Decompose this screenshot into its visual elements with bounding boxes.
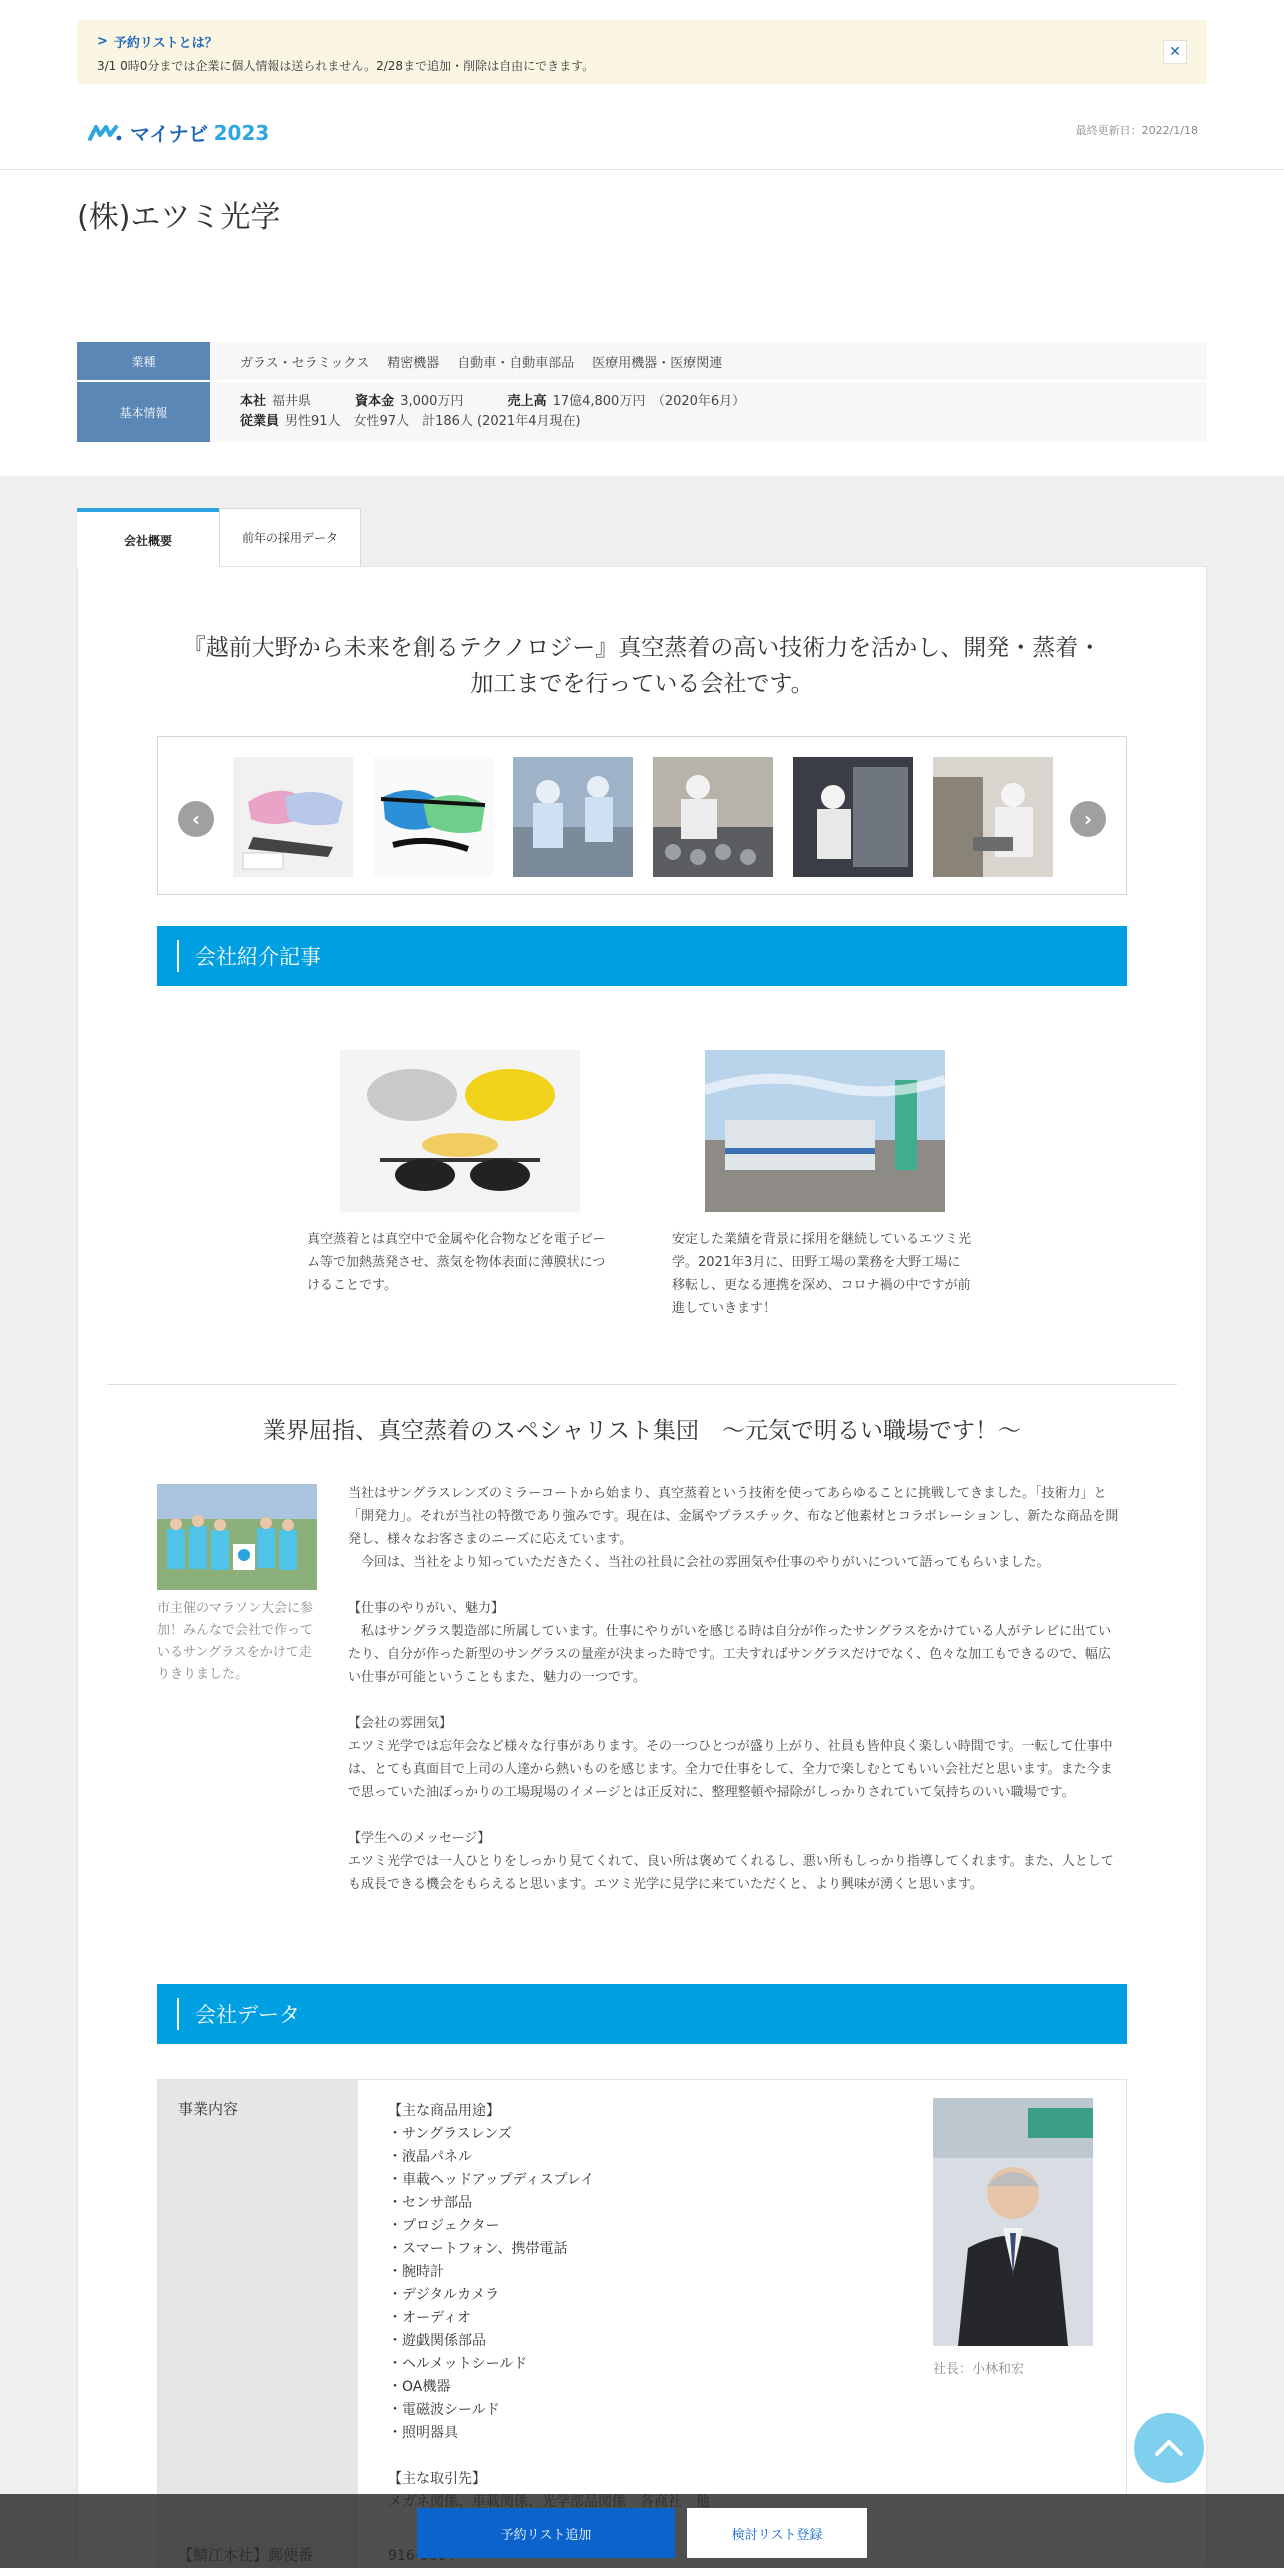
bottom-action-bar [0,2494,1284,2568]
business-line: ・腕時計 [388,2264,444,2280]
sales-label: 売上高 [507,394,547,409]
capital-value: 3,000万円 [400,394,464,409]
photo-carousel [157,736,1127,895]
business-line: ・スマートフォン、携帯電話 [388,2241,568,2257]
articles-heading: 会社紹介記事 [157,926,1127,986]
article-image[interactable] [340,1050,580,1212]
reserve-list-notice [77,20,1207,84]
marathon-caption: 市主催のマラソン大会に参加！みんなで会社で作っているサングラスをかけて走りきりました。 [157,1601,314,1682]
carousel-thumbs [233,757,1053,877]
business-line [388,2445,710,2468]
scroll-top-button[interactable] [1134,2413,1204,2483]
chevron-right-icon: > [97,34,108,49]
business-line: ・センサ部品 [388,2195,472,2211]
industry-label: 業種 [77,342,210,380]
carousel-photo[interactable] [233,757,353,877]
carousel-photo[interactable] [933,757,1053,877]
carousel-photo[interactable] [793,757,913,877]
president-photo [933,2098,1093,2346]
article-card[interactable] [307,1050,607,1297]
industry-item: ガラス・セラミックス [240,355,370,371]
logo-mark-icon [88,123,124,143]
business-line: ・デジタルカメラ [388,2287,500,2303]
business-line: ・照明器具 [388,2425,458,2441]
business-line: ・プロジェクター [388,2218,500,2234]
business-line: ・遊戯関係部品 [388,2333,486,2349]
feature-paragraph: 【会社の雰囲気】 エツミ光学では忘年会など様々な行事があります。その一つひとつが盛り上がり、社員も皆仲良く楽しい時間です。一転して仕事中は、とても真面目で上司の人達から熱いものを感じます。全力で仕事をして、全力で楽しむとてもいい会社だと思います。また今まで思っていた油ぽっかりの工場現場のイメージとは正反対に、整理整頓や掃除がしっかりされていて気持ちのいい職場です。 [348,1716,1113,1800]
mynavi-logo[interactable] [88,118,269,147]
business-label: 事業内容 [178,2100,239,2118]
hq-label: 本社 [240,394,267,409]
company-info-table [77,342,1207,444]
logo-text: マイナビ [130,122,208,146]
feature-paragraph: 【仕事のやりがい、魅力】 私はサングラス製造部に所属しています。仕事にやりがいを感じる時は自分が作ったサングラスをかけている人がテレビに出ていたり、自分が作った新型のサングラスの量産が決まった時です。工夫すればサングラスだけでなく、色々な加工もできるので、幅広い仕事が可能ということもまた、魅力の一つです。 [348,1601,1112,1685]
industry-list [210,342,1207,380]
industry-item: 精密機器 [387,355,440,371]
site-header [0,84,1284,170]
close-icon[interactable]: ✕ [1163,40,1187,64]
article-image[interactable] [705,1050,945,1212]
industry-item: 医療用機器・医療関連 [592,355,723,371]
section-divider [107,1384,1177,1385]
business-line: ・オーディオ [388,2310,471,2326]
notice-title-row[interactable] [97,32,1187,51]
carousel-photo[interactable] [373,757,493,877]
carousel-photo[interactable] [653,757,773,877]
basic-info-row [77,382,1207,442]
feature-paragraph: 【学生へのメッセージ】 エツミ光学では一人ひとりをしっかり見てくれて、良い所は褒めてくれるし、悪い所もしっかり指導してくれます。また、人としても成長できる機会をもらえると思います。エツミ光学に見学に来ていただくと、より興味が湧くと思います。 [348,1831,1114,1892]
article-text: 真空蒸着とは真空中で金属や化合物などを電子ビーム等で加熱蒸発させ、蒸気を物体表面に薄膜状につけることです。 [307,1232,606,1293]
employees-label: 従業員 [240,414,280,429]
business-line: ・ヘルメットシールド [388,2356,528,2372]
feature-headline: 業界屈指、真空蒸着のスペシャリスト集団 ～元気で明るい職場です！～ [262,1418,1022,1444]
chevron-left-icon[interactable]: ‹ [178,801,214,837]
president-caption: 社長：小林和宏 [933,2362,1025,2377]
notice-title[interactable]: 予約リストとは？ [113,36,218,51]
business-line: ・OA機器 [388,2379,451,2395]
business-line: 【主な取引先】 [388,2471,486,2487]
article-text: 安定した業績を背景に採用を継続しているエツミ光学。2021年3月に、田野工場の業務を大野工場に移転し、更なる連携を深め、コロナ禍の中ですが前進していきます！ [672,1232,972,1316]
tab-prev-recruit-data[interactable]: 前年の採用データ [219,508,361,566]
article-card[interactable] [672,1050,972,1320]
add-consider-list-button[interactable]: 検討リスト登録 [687,2508,867,2558]
feature-paragraph: 当社はサングラスレンズのミラーコートから始まり、真空蒸着という技術を使ってあらゆることに挑戦してきました。「技術力」と「開発力」。それが当社の特徴であり強みです。現在は、金属やプラスチック、布など他素材とコラボレーションし、新たな商品を開発し、様々なお客さまのニーズに応えています。 今回は、当社をより知っていただきたく、当社の社員に会社の雰囲気や仕事のやりがいについて語ってもらいました。 [348,1486,1119,1570]
industry-item: 自動車・自動車部品 [457,355,575,371]
company-name: (株)エツミ光学 [77,200,281,235]
business-line: ・液晶パネル [388,2149,472,2165]
marathon-photo-block [157,1484,317,1686]
logo-year: 2023 [213,120,270,145]
basic-info-label: 基本情報 [77,382,210,442]
hq-value: 福井県 [272,394,312,409]
catch-copy: 『越前大野から未来を創るテクノロジー』真空蒸着の高い技術力を活かし、開発・蒸着・加工までを行っている会社です。 [182,635,1102,697]
business-line: ・車載ヘッドアップディスプレイ [388,2172,595,2188]
feature-body [348,1482,1123,1896]
business-line: 【主な商品用途】 [388,2103,500,2119]
basic-info-body [210,382,1207,442]
add-reserve-list-button[interactable]: 予約リスト追加 [417,2508,675,2558]
business-line: ・電磁波シールド [388,2402,500,2418]
capital-label: 資本金 [355,394,395,409]
carousel-photo[interactable] [513,757,633,877]
tab-company-overview[interactable]: 会社概要 [77,508,219,568]
last-updated: 最終更新日：2022/1/18 [1075,124,1198,137]
chevron-right-icon[interactable]: › [1070,801,1106,837]
employees-value: 男性91人 女性97人 計186人 (2021年4月現在) [285,414,581,429]
marathon-photo [157,1484,317,1590]
president-block [933,2098,1093,2377]
company-data-heading: 会社データ [157,1984,1127,2044]
notice-text: 3/1 0時0分までは企業に個人情報は送られません。2/28まで追加・削除は自由にできます。 [97,59,595,73]
business-content [388,2100,710,2514]
industry-row [77,342,1207,380]
chevron-up-icon [1153,2438,1185,2458]
sales-value: 17億4,800万円 （2020年6月） [552,394,746,409]
business-line: ・サングラスレンズ [388,2126,512,2142]
